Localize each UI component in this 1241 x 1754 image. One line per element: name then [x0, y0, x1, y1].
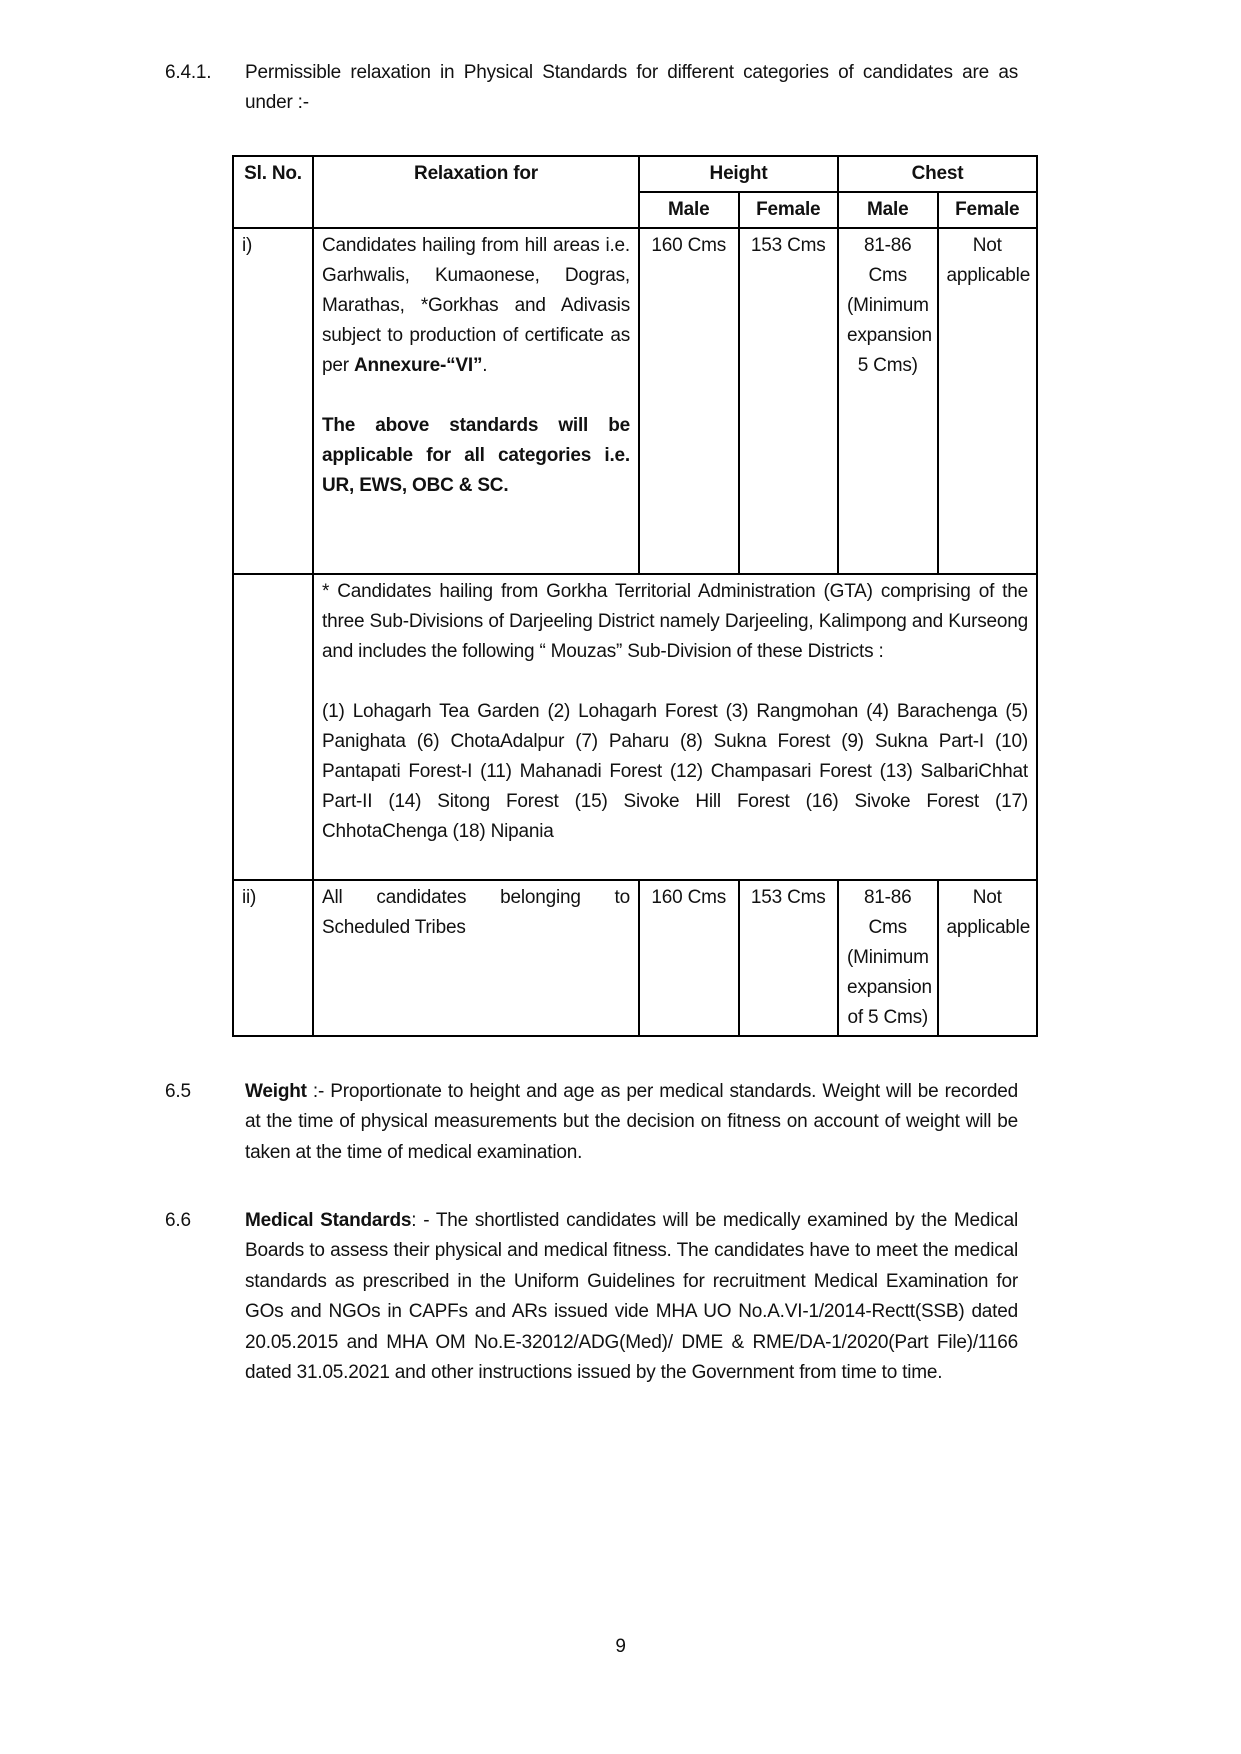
header-chest-male: Male	[838, 192, 938, 228]
row-i-height-female: 153 Cms	[739, 228, 839, 574]
row-i-sl: i)	[233, 228, 313, 574]
table-row-gta-note	[233, 574, 1037, 880]
row-i-chest-male: 81-86 Cms (Minimum expansion 5 Cms)	[838, 228, 938, 574]
gta-note-cell	[313, 574, 1037, 880]
section-6-4-1-number: 6.4.1.	[165, 62, 212, 83]
row-i-bold-note: The above standards will be applicable for all categories i.e. UR, EWS, OBC & SC.	[322, 414, 630, 496]
row-i-relaxation	[313, 228, 639, 574]
table-row-ii	[233, 880, 1037, 1036]
row-i-height-male: 160 Cms	[639, 228, 739, 574]
row-i-chest-female: Not applicable	[938, 228, 1038, 574]
row-ii-chest-female: Not applicable	[938, 880, 1038, 1036]
row-ii-height-male: 160 Cms	[639, 880, 739, 1036]
row-i-period: .	[482, 354, 488, 376]
relaxation-table-container	[232, 155, 1038, 1037]
row-ii-sl: ii)	[233, 880, 313, 1036]
row-i-text: Candidates hailing from hill areas i.e. Garhwalis, Kumaonese, Dogras, Marathas, *Gorkhas and Adivasis subject to production of certificate as per	[322, 234, 630, 376]
header-chest: Chest	[838, 156, 1037, 192]
section-6-5-label: Weight	[245, 1080, 307, 1102]
document-page	[165, 58, 1031, 1388]
section-6-5-body: :- Proportionate to height and age as per medical standards. Weight will be recorded at the time of physical measurements but the decision on fitness on account of weight will be taken at the time of medical examination.	[245, 1080, 1018, 1163]
section-6-5-text	[245, 1077, 1018, 1168]
header-chest-female: Female	[938, 192, 1038, 228]
section-6-6-body: : - The shortlisted candidates will be medically examined by the Medical Boards to assess their physical and medical fitness. The candidates have to meet the medical standards as prescribed in the Uniform Guidelines for recruitment Medical Examination for GOs and NGOs in CAPFs and ARs issued vide MHA UO No.A.VI-1/2014-Rectt(SSB) dated 20.05.2015 and MHA OM No.E-32012/ADG(Med)/ DME & RME/DA-1/2020(Part File)/1166 dated 31.05.2021 and other instructions issued by the Government from time to time.	[245, 1210, 1018, 1384]
header-sl-no: Sl. No.	[233, 156, 313, 228]
table-header-row-1	[233, 156, 1037, 192]
section-6-4-1-text: Permissible relaxation in Physical Standards for different categories of candidates are as under :-	[245, 62, 1018, 114]
gta-note-para1: * Candidates hailing from Gorkha Territorial Administration (GTA) comprising of the three Sub-Divisions of Darjeeling District namely Darjeeling, Kalimpong and Kurseong and includes the following “ Mouzas” Sub-Division of these Districts :	[322, 580, 1028, 662]
section-6-4-1	[165, 58, 1018, 119]
header-height: Height	[639, 156, 838, 192]
gta-note-para2: (1) Lohagarh Tea Garden (2) Lohagarh Forest (3) Rangmohan (4) Barachenga (5) Panighata (6) ChotaAdalpur (7) Paharu (8) Sukna Forest (9) Sukna Part-I (10) Pantapati Forest-I (11) Mahanadi Forest (12) Champasari Forest (13) SalbariChhat Part-II (14) Sitong Forest (15) Sivoke Hill Forest (16) Sivoke Forest (17) ChhotaChenga (18) Nipania	[322, 700, 1028, 842]
page-number: 9	[615, 1635, 626, 1657]
row-ii-chest-male: 81-86 Cms (Minimum expansion of 5 Cms)	[838, 880, 938, 1036]
section-6-6-text	[245, 1206, 1018, 1388]
table-row-i	[233, 228, 1037, 574]
section-6-5	[165, 1077, 1018, 1168]
header-relaxation-for: Relaxation for	[313, 156, 639, 228]
header-height-male: Male	[639, 192, 739, 228]
section-6-6	[165, 1206, 1018, 1388]
header-height-female: Female	[739, 192, 839, 228]
section-6-5-number: 6.5	[165, 1080, 191, 1102]
row-i-annexure-ref: Annexure-“VI”	[353, 354, 483, 376]
row-ii-relaxation: All candidates belonging to Scheduled Tribes	[313, 880, 639, 1036]
row-ii-height-female: 153 Cms	[739, 880, 839, 1036]
section-6-6-number: 6.6	[165, 1210, 191, 1232]
relaxation-table	[232, 155, 1038, 1037]
section-6-6-label: Medical Standards	[245, 1210, 412, 1232]
note-row-empty-sl	[233, 574, 313, 880]
